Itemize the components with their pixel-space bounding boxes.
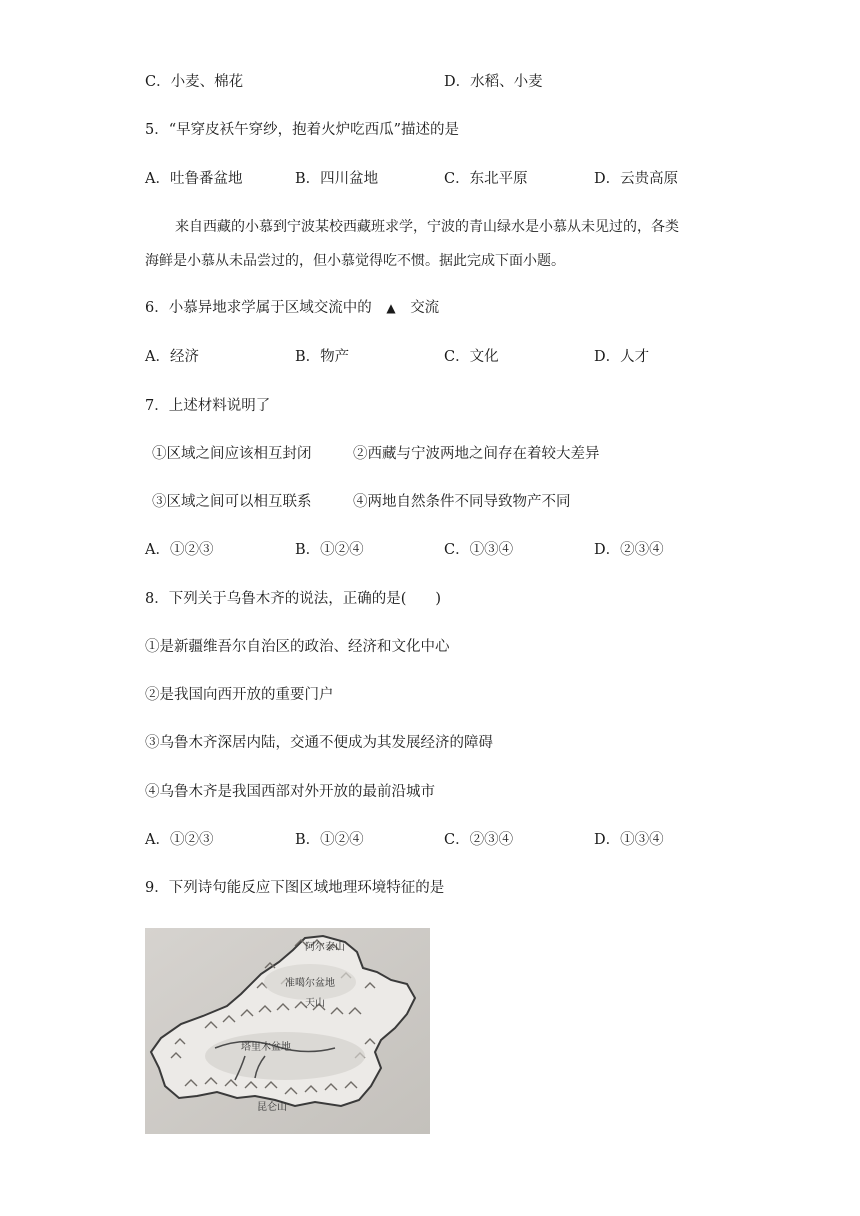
q8-option-a: A．①②③ [145, 832, 214, 848]
q8-statement-3: ③乌鲁木齐深居内陆，交通不便成为其发展经济的障碍 [145, 735, 493, 751]
q7-statement-3: ③区域之间可以相互联系 [152, 494, 312, 510]
q5-stem: 5．“早穿皮袄午穿纱，抱着火炉吃西瓜”描述的是 [145, 122, 460, 138]
q6-option-c: C．文化 [444, 349, 499, 365]
q6-stem-tail: 交流 [410, 300, 440, 316]
q5-option-b: B．四川盆地 [295, 171, 379, 187]
q6-option-d: D．人才 [594, 349, 650, 365]
q6-option-b: B．物产 [295, 349, 350, 365]
q7-statement-2: ②西藏与宁波两地之间存在着较大差异 [353, 446, 600, 462]
q4-option-d: D．水稻、小麦 [444, 74, 543, 90]
q7-option-c: C．①③④ [444, 542, 514, 558]
q6-stem-line [145, 298, 439, 318]
q7-option-b: B．①②④ [295, 542, 364, 558]
map-label-tianshan: 天山 [305, 998, 325, 1009]
q8-option-b: B．①②④ [295, 832, 364, 848]
map-label-junggar: 准噶尔盆地 [285, 978, 335, 989]
blank-triangle-icon: ▲ [386, 301, 396, 315]
q8-statement-2: ②是我国向西开放的重要门户 [145, 687, 334, 703]
q5-option-d: D．云贵高原 [594, 171, 679, 187]
map-label-kunlun: 昆仑山 [257, 1102, 287, 1113]
map-label-altai: 阿尔泰山 [305, 942, 345, 953]
q5-option-c: C．东北平原 [444, 171, 528, 187]
q6-option-a: A．经济 [145, 349, 199, 365]
q4-option-c: C．小麦、棉花 [145, 74, 244, 90]
q5-option-a: A．吐鲁番盆地 [145, 171, 243, 187]
q8-statement-1: ①是新疆维吾尔自治区的政治、经济和文化中心 [145, 639, 450, 655]
q9-stem: 9．下列诗句能反应下图区域地理环境特征的是 [145, 880, 445, 896]
passage-line-2: 海鲜是小慕从未品尝过的，但小慕觉得吃不惯。据此完成下面小题。 [145, 253, 565, 269]
passage-line-1: 来自西藏的小慕到宁波某校西藏班求学，宁波的青山绿水是小慕从未见过的，各类 [175, 219, 679, 235]
q6-stem: 6．小慕异地求学属于区域交流中的 [145, 300, 372, 316]
q7-option-a: A．①②③ [145, 542, 214, 558]
q8-option-c: C．②③④ [444, 832, 514, 848]
tarim-basin-area [205, 1032, 365, 1080]
q7-stem: 7．上述材料说明了 [145, 398, 271, 414]
q8-stem: 8．下列关于乌鲁木齐的说法，正确的是( ) [145, 591, 442, 607]
q8-option-d: D．①③④ [594, 832, 664, 848]
map-label-tarim: 塔里木盆地 [241, 1042, 291, 1053]
q8-statement-4: ④乌鲁木齐是我国西部对外开放的最前沿城市 [145, 784, 435, 800]
q7-statement-4: ④两地自然条件不同导致物产不同 [353, 494, 571, 510]
xinjiang-map [145, 928, 430, 1134]
q7-option-d: D．②③④ [594, 542, 664, 558]
xinjiang-map-image [145, 928, 430, 1134]
q7-statement-1: ①区域之间应该相互封闭 [152, 446, 312, 462]
